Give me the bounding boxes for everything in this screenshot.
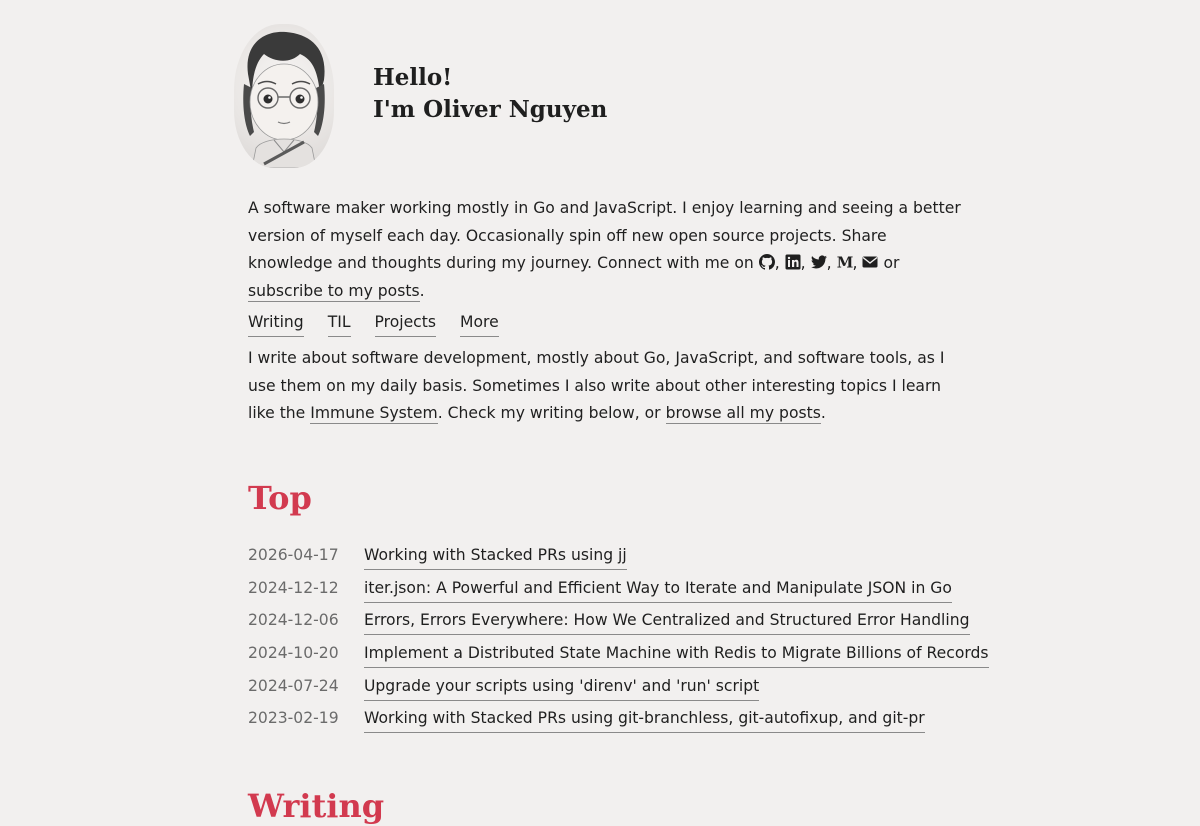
list-item bbox=[248, 705, 968, 738]
post-title-link[interactable]: Upgrade your scripts using 'direnv' and 'run' script bbox=[364, 673, 759, 701]
post-date: 2024-07-24 bbox=[248, 676, 339, 695]
tab-writing[interactable]: Writing bbox=[248, 309, 304, 337]
list-item bbox=[248, 607, 968, 640]
post-title-link[interactable]: Implement a Distributed State Machine with Redis to Migrate Billions of Records bbox=[364, 640, 989, 668]
about-text-2: . Check my writing below, or bbox=[437, 404, 661, 422]
browse-posts-link[interactable]: browse all my posts bbox=[665, 404, 821, 422]
greeting-line: Hello! bbox=[373, 64, 453, 91]
linkedin-icon[interactable] bbox=[785, 252, 801, 268]
tab-til[interactable]: TIL bbox=[328, 309, 351, 337]
medium-icon[interactable] bbox=[837, 252, 853, 268]
twitter-icon[interactable] bbox=[811, 252, 827, 268]
tab-more[interactable]: More bbox=[460, 309, 499, 337]
period: . bbox=[419, 281, 425, 300]
about-paragraph bbox=[248, 345, 968, 428]
list-item bbox=[248, 575, 968, 608]
immune-system-link[interactable]: Immune System bbox=[310, 404, 438, 422]
separator: , bbox=[774, 254, 780, 272]
tab-projects[interactable]: Projects bbox=[375, 309, 436, 337]
post-title-link[interactable]: Errors, Errors Everywhere: How We Centralized and Structured Error Handling bbox=[364, 607, 970, 635]
separator: , bbox=[826, 254, 832, 272]
about-text-1: I write about software development, mostly about Go, JavaScript, and software tools, as I use them on my daily basis. Sometimes I also write about other interesting topics I learn like the bbox=[248, 349, 945, 422]
post-date: 2024-12-06 bbox=[248, 611, 339, 630]
list-item bbox=[248, 542, 968, 575]
separator: , bbox=[800, 254, 806, 272]
list-item bbox=[248, 640, 989, 673]
post-date: 2023-02-19 bbox=[248, 709, 339, 728]
separator: , bbox=[852, 254, 858, 272]
post-title-link[interactable]: Working with Stacked PRs using git-branchless, git-autofixup, and git-pr bbox=[364, 705, 925, 733]
svg-text:M: M bbox=[836, 254, 853, 270]
email-icon[interactable] bbox=[862, 252, 878, 268]
header-greeting bbox=[373, 62, 607, 126]
intro-text: A software maker working mostly in Go and JavaScript. I enjoy learning and seeing a better version of myself each day. Occasionally spin off new open source projects. Share knowledge and thoughts during my journey. Connect with me on bbox=[248, 199, 961, 272]
list-item bbox=[248, 673, 968, 706]
post-date: 2024-12-12 bbox=[248, 578, 339, 597]
nav-tabs bbox=[248, 309, 523, 337]
or-text: or bbox=[883, 254, 900, 272]
top-posts-list bbox=[248, 542, 989, 738]
post-title-link[interactable]: Working with Stacked PRs using jj bbox=[364, 542, 627, 570]
avatar bbox=[234, 24, 334, 168]
post-date: 2026-04-17 bbox=[248, 546, 339, 564]
github-icon[interactable] bbox=[759, 252, 775, 268]
post-date: 2024-10-20 bbox=[248, 644, 339, 663]
name-line: I'm Oliver Nguyen bbox=[373, 96, 608, 123]
period: . bbox=[820, 404, 826, 422]
subscribe-link[interactable]: subscribe to my posts bbox=[248, 281, 420, 300]
section-title-top: Top bbox=[248, 479, 312, 517]
intro-paragraph bbox=[248, 195, 968, 305]
post-title-link[interactable]: iter.json: A Powerful and Efficient Way to Iterate and Manipulate JSON in Go bbox=[364, 575, 952, 603]
avatar-illustration bbox=[234, 24, 334, 168]
section-title-writing: Writing bbox=[248, 787, 385, 825]
